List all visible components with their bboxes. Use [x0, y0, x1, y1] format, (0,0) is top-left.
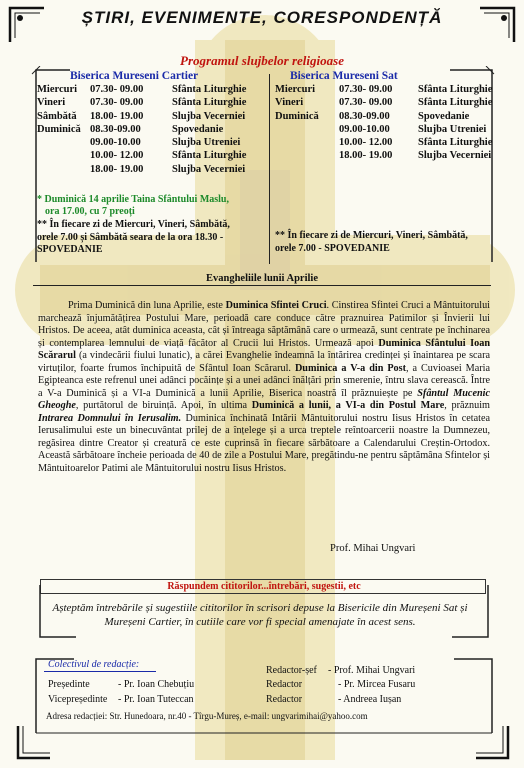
editor-president-name: - Pr. Ioan Chebuțiu [118, 679, 195, 690]
schedule-row: Miercuri 07.30- 09.00 Sfânta Liturghie [37, 84, 247, 95]
editor-chief: Redactor-șef [266, 665, 317, 676]
cartier-schedule [37, 84, 267, 177]
cartier-confession-note: ** În fiecare zi de Miercuri, Vineri, Sâmbătă, orele 7.00 și Sâmbătă seara de la ora 18.30 - SPOVEDANIE [37, 219, 230, 255]
editor-1: Redactor [266, 679, 303, 690]
editorial-title: Colectivul de redacție: [48, 659, 140, 670]
schedule-row: 09.00-10.00 Slujba Utreniei [90, 137, 241, 149]
answers-body: Așteptăm întrebările și sugestiile cititorilor în scrisori depuse la Bisericile din Mureșeni Sat și Mureșeni Cartier, în cutiile care vor fi special amenajate în acest sens. [52, 602, 468, 628]
editorial-underline [44, 671, 156, 672]
schedule-row: Duminică 08.30-09.00 Spovedanie [37, 123, 224, 135]
schedule-row: 18.00- 19.00 Slujba Vecerniei [339, 150, 492, 162]
schedule-row: Vineri 07.30- 09.00 Sfânta Liturghie [275, 97, 493, 109]
author-signature: Prof. Mihai Ungvari [330, 543, 416, 554]
maslu-note: * Duminică 14 aprilie Taina Sfântului Maslu, ora 17.00, cu 7 preoți [37, 194, 229, 217]
editor-chief-name: - Prof. Mihai Ungvari [328, 665, 416, 676]
sat-title: Biserica Mureseni Sat [290, 70, 398, 82]
page-title: ȘTIRI, EVENIMENTE, CORESPONDENȚĂ [81, 8, 443, 27]
schedule-row: 18.00- 19.00 Slujba Vecerniei [90, 163, 246, 175]
editor-vice: Vicepreședinte [48, 694, 108, 705]
cartier-title: Biserica Mureseni Cartier [70, 70, 199, 82]
editor-president: Președinte [48, 679, 90, 690]
gospel-divider [33, 285, 491, 286]
answers-title: Răspundem cititorilor...întrebări, sugestii, etc [167, 581, 361, 592]
sat-confession-note: ** În fiecare zi de Miercuri, Vineri, Sâmbătă, orele 7.00 - SPOVEDANIE [275, 230, 468, 254]
program-title: Programul slujbelor religioase [180, 53, 344, 68]
gospel-body: Prima Duminică din luna Aprilie, este Duminica Sfintei Cruci. Cinstirea Sfintei Cruci a Mântuitorului marchează înjumătățirea Postului Mare, perioadă care conduce către praznuirea Patimilor și Învierii lui Hristos. De aceea, atât duminica aceasta, cât și întreaga săptămână care o urmează, sunt centrate pe închinarea și contemplarea lemnului de viață făcător al Crucii lui Hristos. Urmează apoi Duminica Sfântului Ioan Scărarul (a vindecării fiului lunatic), a cărei Evanghelie îndeamnă la întărirea credinței și înaintarea pe scara virtuților, foarte frumos închipuită de Sfântul Ioan Scărarul. Duminica a V-a din Post, a Cuvioasei Maria Egipteanca este refrenul unei adânci pocăințe și a unei adânci înălțări prin smerenie, întru slava cerească. Între a V-a Duminică și a VI-a Duminică a lunii Aprilie, Biserica noastră îl prăznuiește pe Sfântul Mucenic Gheoghe, purtătorul de biruință. Apoi, în ultima Duminică a lunii, a VI-a din Postul Mare, prăznuim Intrarea Domnului în Ierusalim. Duminica închinată Intării Mântuitorului nostru Iisus Hristos în cetatea Ierusalimului este un binecuvântat prilej de a înțelege și a urca treptele reîntoarcerii noastre la Dumnezeu, regăsirea dintre Creator și creatură ce este cuprinsă în fiecare sărbătoare a Calendarului Creștin-Ortodox. Această sărbătoare încheie perioada de 40 de zile a Postului Mare, pregătindu-ne pentru săptămâna Sfintelor și Mântuitoarelor Patimi ale Mântuitorului nostru Iisus Hristos. [38, 300, 491, 474]
schedule-row: Vineri 07.30- 09.00 Sfânta Liturghie [37, 97, 247, 109]
schedule-row: Duminică 08.30-09.00 Spovedanie [275, 110, 470, 122]
schedule-row: 09.00-10.00 Slujba Utreniei [339, 123, 487, 135]
column-divider [269, 74, 270, 264]
editor-2-name: - Andreea Iușan [338, 694, 402, 705]
schedule-row: 10.00- 12.00 Sfânta Liturghie [90, 150, 247, 162]
editor-vice-name: - Pr. Ioan Tuteccan [118, 694, 194, 705]
schedule-row: Miercuri 07.30- 09.00 Sfânta Liturghie [275, 84, 493, 95]
editor-1-name: - Pr. Mircea Fusaru [338, 679, 416, 690]
editor-2: Redactor [266, 694, 303, 705]
sat-schedule [275, 84, 493, 164]
schedule-row: Sâmbătă 18.00- 19.00 Slujba Vecerniei [37, 110, 246, 122]
gospel-title: Evangheliile lunii Aprilie [205, 273, 319, 284]
editorial-footer [34, 657, 494, 747]
editorial-address: Adresa redacției: Str. Hunedoara, nr.40 - Tîrgu-Mureș, e-mail: ungvarimihai@yahoo.com [46, 711, 368, 721]
schedule-row: 10.00- 12.00 Sfânta Liturghie [339, 137, 493, 149]
